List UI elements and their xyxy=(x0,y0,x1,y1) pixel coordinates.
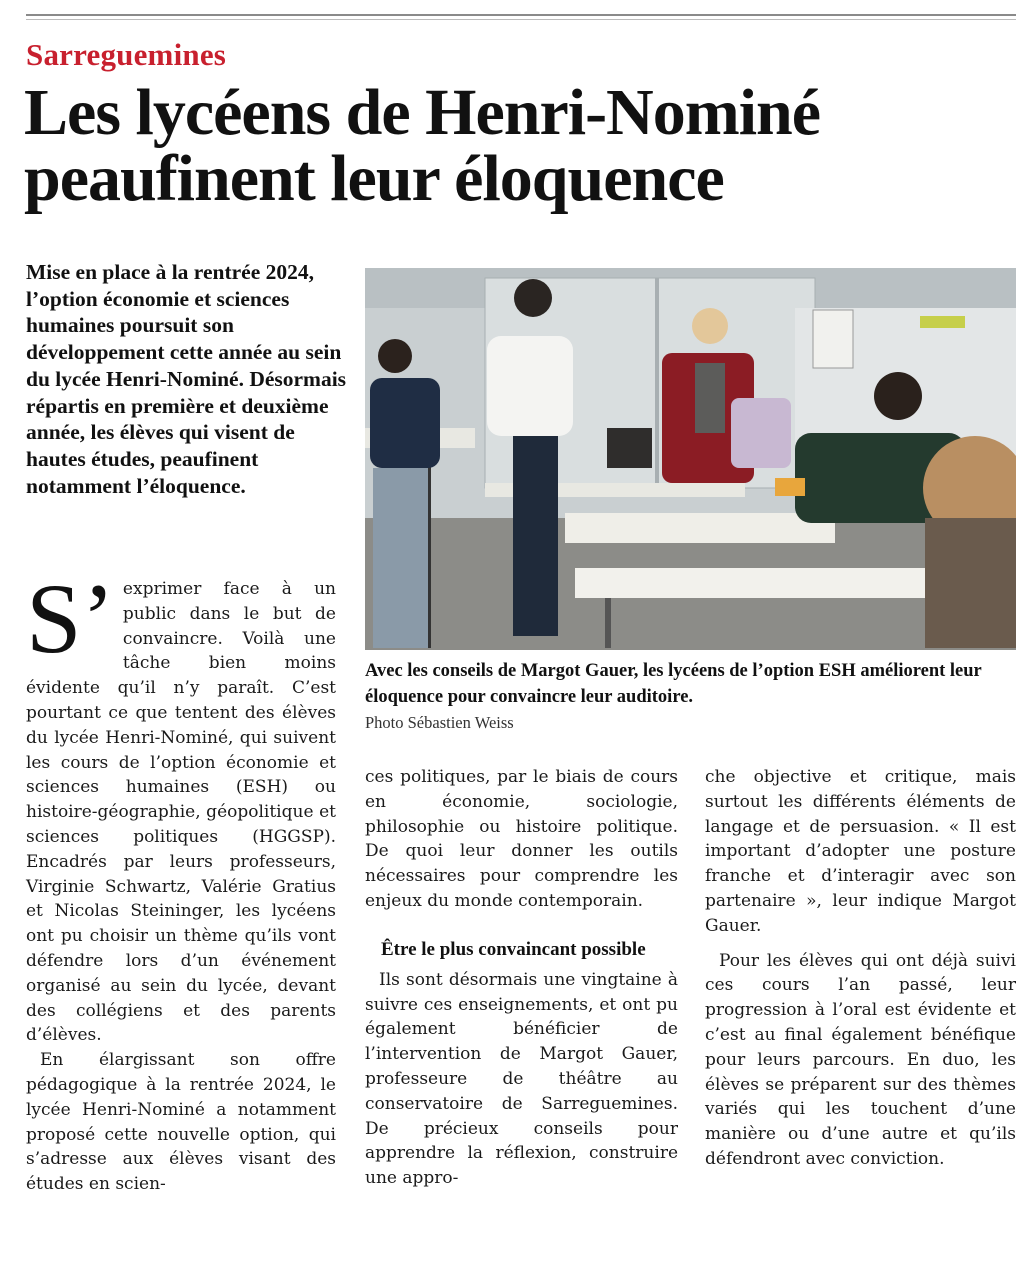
photo-credit: Photo Sébastien Weiss xyxy=(365,713,514,732)
body-paragraph: che objective et critique, mais surtout les différents éléments de langage et de persuasion. « Il est important d’adopter une posture franche et d’interagir avec son partenaire », leur indique Margot Gauer. xyxy=(705,767,1016,936)
body-column-1 xyxy=(26,563,336,1197)
body-paragraph: exprimer face à un public dans le but de convaincre. Voilà une tâche bien moins évidente qu’il n’y paraît. C’est pourtant ce que tentent des élèves du lycée Henri-Nominé, qui suivent les cours de l’option économie et sciences humaines (ESH) ou histoire-géographie, géopolitique et sciences politiques (HGGSP). Encadrés par leurs professeurs, Virginie Schwartz, Valérie Gratius et Nicolas Steininger, les lycéens ont pu choisir un thème qu’ils vont défendre lors d’un événement organisé au sein du lycée, devant des collégiens et des parents d’élèves. xyxy=(26,579,336,1046)
body-column-2 xyxy=(365,765,678,1191)
top-rule-second xyxy=(26,19,1016,20)
photo-caption: Avec les conseils de Margot Gauer, les lycéens de l’option ESH améliorent leur éloquence pour convaincre leur auditoire. xyxy=(365,661,982,707)
drop-cap: S’ xyxy=(26,563,115,674)
body-column-3 xyxy=(705,765,1016,1172)
lead-paragraph: Mise en place à la rentrée 2024, l’option économie et sciences humaines poursuit son développement cette année au sein du lycée Henri-Nominé. Désormais répartis en première et deuxième année, les élèves qui visent de hautes études, peaufinent notamment l’éloquence. xyxy=(26,260,347,498)
headline: Les lycéens de Henri-Nominé peaufinent leur éloquence xyxy=(24,76,821,215)
body-paragraph: ces politiques, par le biais de cours en économie, sociologie, philosophie ou histoire politique. De quoi leur donner les outils nécessaires pour comprendre les enjeux du monde contemporain. xyxy=(365,767,678,911)
classroom-photo xyxy=(365,268,1016,650)
body-paragraph: Ils sont désormais une vingtaine à suivre ces enseignements, et ont pu également bénéficier de l’intervention de Margot Gauer, professeure de théâtre au conservatoire de Sarreguemines. De précieux conseils pour apprendre la réflexion, construire une appro- xyxy=(365,969,678,1189)
body-paragraph: Pour les élèves qui ont déjà suivi ces cours l’an passé, leur progression à l’oral est évidente et c’est au final également bénéfique pour leurs parcours. En duo, les élèves se préparent sur des thèmes variés qui les touchent d’une manière ou d’une autre et qu’ils défendront avec conviction. xyxy=(705,950,1016,1169)
subheading: Être le plus convaincant possible xyxy=(381,938,646,960)
top-rule xyxy=(26,14,1016,16)
body-paragraph: En élargissant son offre pédagogique à la rentrée 2024, le lycée Henri-Nominé a notamment proposé cette nouvelle option, qui s’adresse aux élèves visant des études en scien- xyxy=(26,1050,336,1195)
section-kicker: Sarreguemines xyxy=(26,37,227,72)
